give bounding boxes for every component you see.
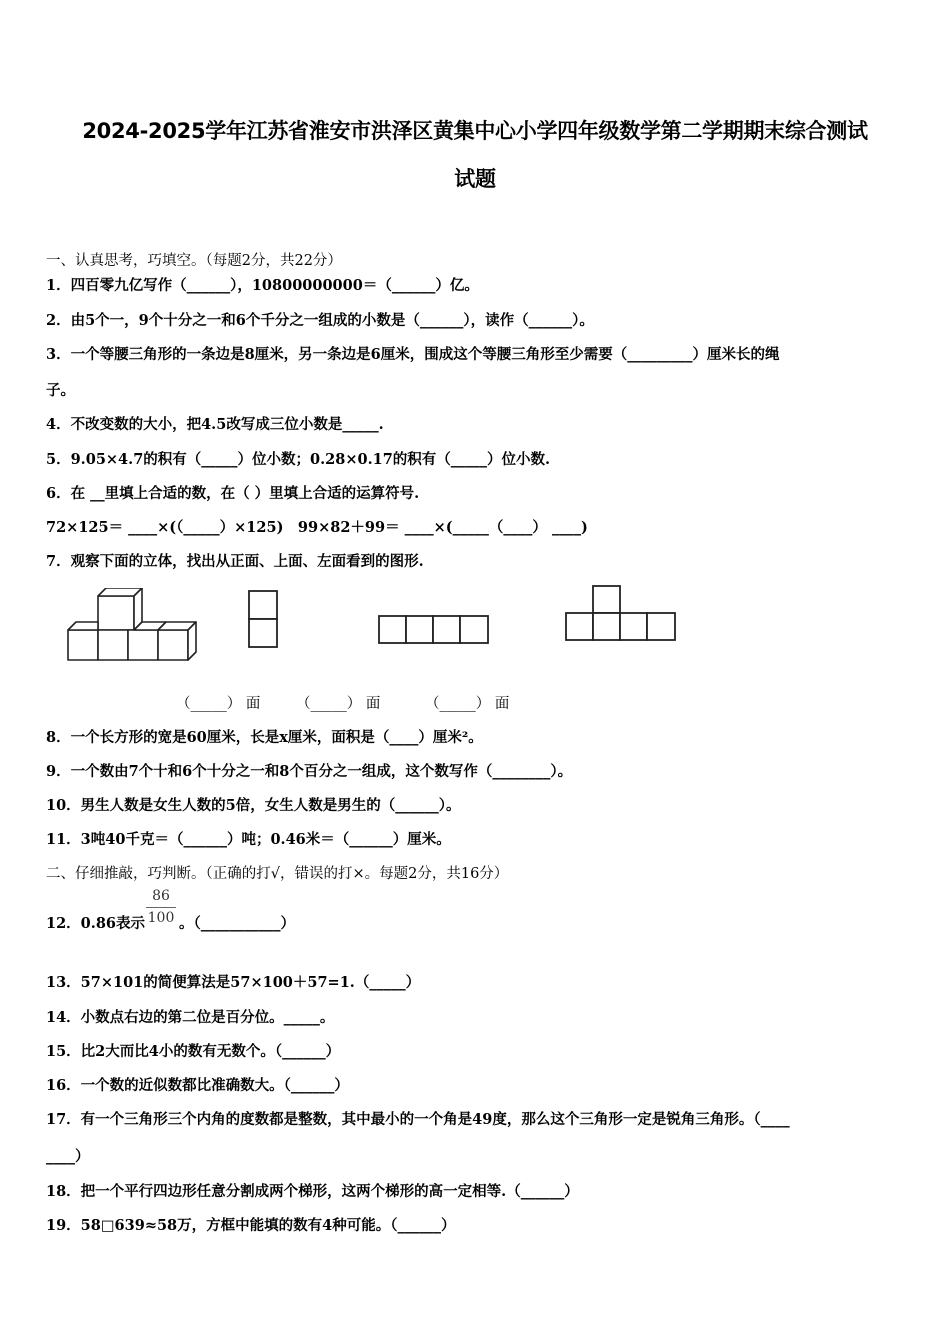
cube-solid-figure	[64, 588, 204, 668]
question-9: 9．一个数由7个十和6个十分之一和8个百分之一组成，这个数写作（________）。	[46, 763, 573, 780]
fraction-denominator: 100	[147, 910, 175, 926]
question-14: 14．小数点右边的第二位是百分位。_____。	[46, 1009, 335, 1026]
question-2: 2．由5个一，9个十分之一和6个千分之一组成的小数是（______），读作（______）。	[46, 312, 594, 329]
section-1-heading: 一、认真思考，巧填空。（每题2分，共22分）	[46, 253, 342, 269]
question-19: 19．58□639≈58万，方框中能填的数有4种可能。（______）	[46, 1217, 456, 1234]
question-6: 6．在 __里填上合适的数，在（ ）里填上合适的运算符号.	[46, 485, 420, 502]
fraction-86-100	[146, 888, 176, 926]
question-1: 1．四百零九亿写作（______），10800000000＝（______）亿。	[46, 277, 479, 294]
question-12-suffix: 。（___________）	[179, 915, 295, 932]
view-label-1: （_____） 面	[176, 696, 261, 712]
section-2-heading: 二、仔细推敲，巧判断。（正确的打√，错误的打×。每题2分，共16分）	[46, 866, 509, 882]
view-label-2: （_____） 面	[296, 696, 381, 712]
question-7: 7．观察下面的立体，找出从正面、上面、左面看到的图形.	[46, 553, 424, 570]
question-3: 3．一个等腰三角形的一条边是8厘米，另一条边是6厘米，围成这个等腰三角形至少需要（_________）厘米长的绳	[46, 346, 780, 363]
question-10: 10．男生人数是女生人数的5倍，女生人数是男生的（______）。	[46, 797, 461, 814]
view-figure-vertical	[248, 590, 280, 650]
view-label-3: （_____） 面	[425, 696, 510, 712]
view-figure-t-shape	[565, 585, 679, 643]
fraction-numerator: 86	[152, 888, 170, 904]
question-12-prefix: 12．0.86表示	[46, 915, 145, 932]
question-8: 8．一个长方形的宽是60厘米，长是x厘米，面积是（____）厘米²。	[46, 729, 483, 746]
doc-title-line2: 试题	[454, 167, 496, 191]
question-16: 16．一个数的近似数都比准确数大。（______）	[46, 1077, 349, 1094]
question-5: 5．9.05×4.7的积有（_____）位小数；0.28×0.17的积有（_____）位小数.	[46, 451, 551, 468]
question-15: 15．比2大而比4小的数有无数个。（______）	[46, 1043, 341, 1060]
question-3-continued: 子。	[46, 382, 75, 399]
question-11: 11．3吨40千克＝（______）吨；0.46米＝（______）厘米。	[46, 831, 451, 848]
question-4: 4．不改变数的大小，把4.5改写成三位小数是_____.	[46, 416, 384, 433]
question-17-continued: ____）	[46, 1148, 90, 1165]
view-figure-horizontal	[378, 615, 492, 645]
doc-title-line1: 2024-2025学年江苏省淮安市洪泽区黄集中心小学四年级数学第二学期期末综合测试	[82, 119, 868, 143]
question-13: 13．57×101的简便算法是57×100＋57=1.（_____）	[46, 974, 421, 991]
question-6-expressions: 72×125＝ ____×(（_____）×125) 99×82＋99＝ ____×(_____（____） ____)	[46, 519, 588, 536]
question-18: 18．把一个平行四边形任意分割成两个梯形，这两个梯形的高一定相等.（______）	[46, 1183, 579, 1200]
question-17: 17．有一个三角形三个内角的度数都是整数，其中最小的一个角是49度，那么这个三角形一定是锐角三角形。（____	[46, 1111, 790, 1128]
